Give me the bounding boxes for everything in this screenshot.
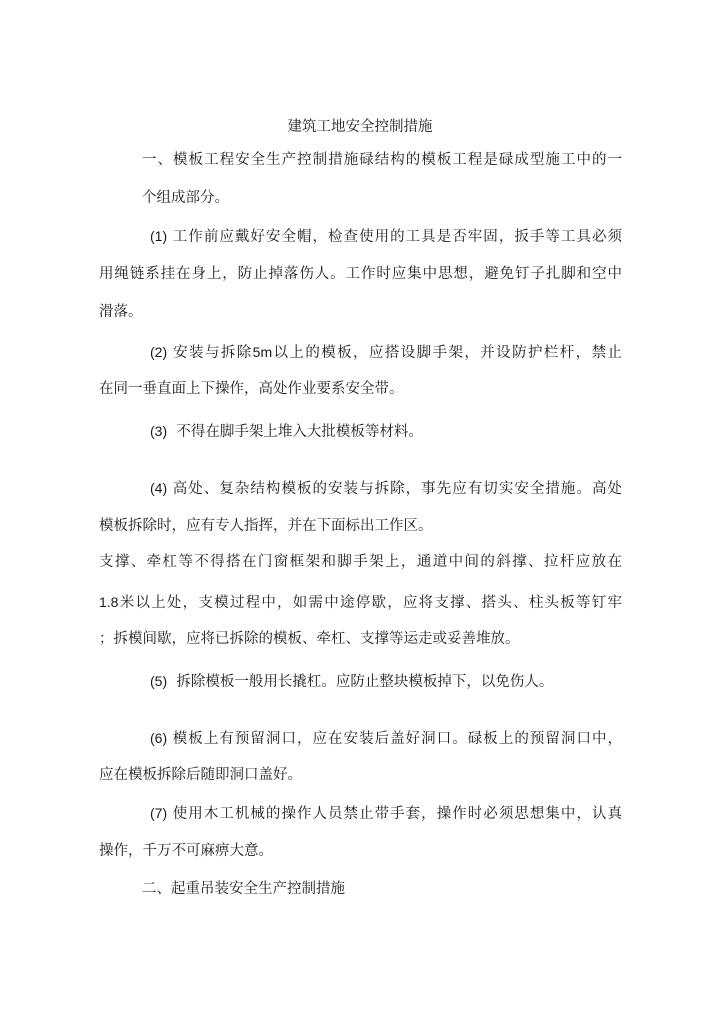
item-3-lead (150, 421, 622, 442)
support-line-1: 支撑、牵杠等不得搭在门窗框架和脚手架上，通道中间的斜撑、拉杆应放在 (99, 554, 622, 570)
item-2-lead-b: 以上的模板，应搭设脚手架，并设防护栏杆，禁止 (272, 345, 623, 361)
item-4-lead-text: 高处、复杂结构模板的安装与拆除，事先应有切实安全措施。高处 (172, 481, 623, 497)
item-6-lead (150, 728, 622, 749)
item-1-number: (1) (150, 228, 168, 244)
item-7-number: (7) (150, 805, 168, 821)
item-4-lead (150, 478, 622, 499)
item-1-line-1: 用绳链系挂在身上，防止掉落伤人。工作时应集中思想，避免钉子扎脚和空中 (99, 266, 622, 282)
item-6-line-1: 应在模板拆除后随即洞口盖好。 (99, 767, 302, 783)
item-5-lead-text: 拆除模板一般用长撬杠。应防止整块模板掉下，以免伤人。 (176, 674, 554, 690)
item-3-number: (3) (150, 423, 168, 439)
item-7-lead (150, 803, 622, 824)
item-4-number: (4) (150, 480, 168, 496)
item-2-lead-a: 安装与拆除 (173, 345, 253, 361)
section-1-heading-cont: 个组成部分。 (142, 190, 229, 206)
section-2-heading: 二、起重吊装安全生产控制措施 (142, 881, 345, 897)
item-2-lead (150, 342, 622, 363)
item-4-line-1: 模板拆除时，应有专人指挥，并在下面标出工作区。 (99, 518, 433, 534)
support-line-2 (99, 592, 622, 613)
item-1-lead (150, 226, 622, 247)
item-5-number: (5) (150, 673, 168, 689)
support-line-3: ；拆模间歇，应将已拆除的模板、牵杠、支撑等运走或妥善堆放。 (99, 631, 520, 647)
document-title: 建筑工地安全控制措施 (287, 119, 433, 135)
item-2-number: (2) (150, 344, 168, 360)
item-6-lead-text: 模板上有预留洞口，应在安装后盖好洞口。碌板上的预留洞口中， (172, 731, 623, 747)
support-line-2-num: 1.8 (99, 594, 119, 610)
item-1-line-2: 滑落。 (99, 304, 143, 320)
support-line-2-text: 米以上处，支模过程中，如需中途停歇，应将支撑、搭头、柱头板等钉牢 (118, 595, 622, 611)
item-3-lead-text: 不得在脚手架上堆入大批模板等材料。 (176, 424, 423, 440)
item-2-lead-num: 5m (252, 344, 273, 360)
item-6-number: (6) (150, 730, 168, 746)
item-7-lead-text: 使用木工机械的操作人员禁止带手套，操作时必须思想集中，认真 (172, 806, 623, 822)
item-5-lead (150, 671, 622, 692)
item-1-lead-text: 工作前应戴好安全帽，检查使用的工具是否牢固，扳手等工具必须 (172, 229, 623, 245)
item-2-line-1: 在同一垂直面上下操作，高处作业要系安全带。 (99, 381, 404, 397)
section-1-heading: 一、模板工程安全生产控制措施碌结构的模板工程是碌成型施工中的一 (142, 152, 622, 168)
item-7-line-1: 操作，千万不可麻痹大意。 (99, 843, 273, 859)
